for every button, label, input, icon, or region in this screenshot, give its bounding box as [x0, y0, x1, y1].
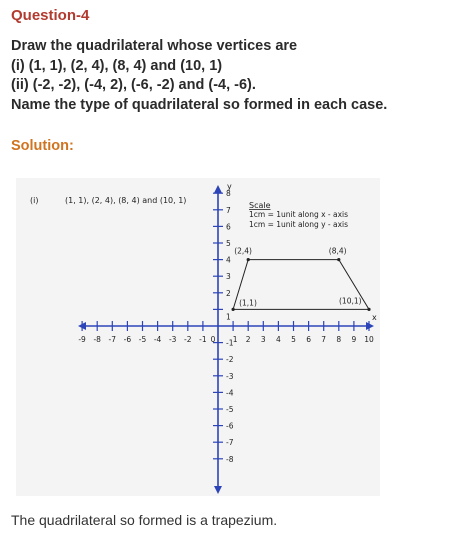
- solution-title: Solution:: [11, 138, 74, 154]
- x-tick-label: -3: [168, 335, 177, 344]
- x-tick-label: -2: [184, 335, 192, 344]
- scale-line: 1cm = 1unit along y - axis: [249, 220, 349, 229]
- y-tick-label: 3: [226, 272, 231, 282]
- question-line: (ii) (-2, -2), (-4, 2), (-6, -2) and (-4, -6).: [11, 77, 256, 93]
- y-tick-label: 7: [226, 205, 231, 215]
- x-tick-label: -4: [153, 335, 162, 344]
- solution-conclusion: The quadrilateral so formed is a trapezium.: [11, 512, 278, 528]
- origin-label: 0: [210, 335, 216, 344]
- y-tick-label: -5: [226, 405, 234, 414]
- x-tick-label: 1: [232, 335, 238, 344]
- y-tick-label: 5: [226, 239, 231, 248]
- vertex-label: (10,1): [339, 296, 362, 306]
- y-tick-label: -4: [226, 388, 234, 398]
- x-tick-label: -9: [78, 335, 86, 344]
- vertex-label: (8,4): [328, 246, 347, 256]
- x-tick-label: 7: [321, 335, 327, 344]
- y-tick-label: -8: [226, 454, 234, 464]
- y-tick-label: 6: [226, 222, 231, 232]
- vertex-point: [232, 308, 235, 311]
- y-tick-label: 8: [226, 189, 231, 199]
- y-axis-arrow-down: [214, 486, 222, 494]
- y-tick-label: -2: [226, 355, 234, 365]
- coordinate-graph: [16, 178, 380, 496]
- scale-line: 1cm = 1unit along x - axis: [249, 210, 349, 219]
- x-tick-label: 8: [336, 335, 342, 344]
- part-label: (i): [30, 196, 39, 205]
- graph-figure: [16, 178, 380, 496]
- y-tick-label: -3: [226, 371, 234, 381]
- x-axis-label: x: [372, 313, 377, 322]
- vertex-label: (2,4): [234, 246, 252, 256]
- x-tick-label: 9: [351, 335, 357, 344]
- x-tick-label: 4: [276, 335, 281, 344]
- question-line: (i) (1, 1), (2, 4), (8, 4) and (10, 1): [11, 57, 223, 74]
- x-tick-label: 5: [291, 335, 296, 344]
- y-tick-label: -7: [226, 438, 234, 448]
- y-axis-label: y: [227, 182, 232, 191]
- x-axis-arrow-right: [366, 322, 374, 330]
- x-tick-label: -8: [93, 335, 101, 344]
- x-tick-label: -1: [199, 335, 207, 344]
- x-tick-label: -5: [138, 335, 147, 344]
- x-tick-label: 2: [245, 335, 251, 344]
- y-axis-arrow-up: [214, 185, 222, 193]
- y-tick-label: 1: [226, 312, 231, 322]
- y-tick-label: -6: [226, 421, 234, 431]
- question-text: [11, 37, 466, 115]
- shape-layer: [232, 247, 371, 311]
- scale-title: Scale: [249, 201, 271, 210]
- x-tick-label: 6: [306, 335, 311, 344]
- x-tick-label: 3: [260, 335, 266, 344]
- vertex-point: [247, 258, 250, 261]
- y-tick-label: 4: [226, 255, 231, 265]
- vertex-point: [367, 308, 370, 311]
- vertices-text: (1, 1), (2, 4), (8, 4) and (10, 1): [65, 196, 187, 205]
- vertex-label: (1,1): [239, 298, 257, 308]
- x-tick-label: -7: [108, 335, 117, 344]
- vertex-point: [337, 258, 340, 261]
- x-tick-label: 10: [364, 335, 374, 344]
- question-line: Draw the quadrilateral whose vertices are: [11, 38, 298, 54]
- question-line: Name the type of quadrilateral so formed in each case.: [11, 96, 388, 113]
- x-tick-label: -6: [123, 335, 132, 344]
- question-title: Question-4: [11, 7, 90, 24]
- y-tick-label: -1: [226, 338, 234, 348]
- y-tick-label: 2: [226, 288, 231, 298]
